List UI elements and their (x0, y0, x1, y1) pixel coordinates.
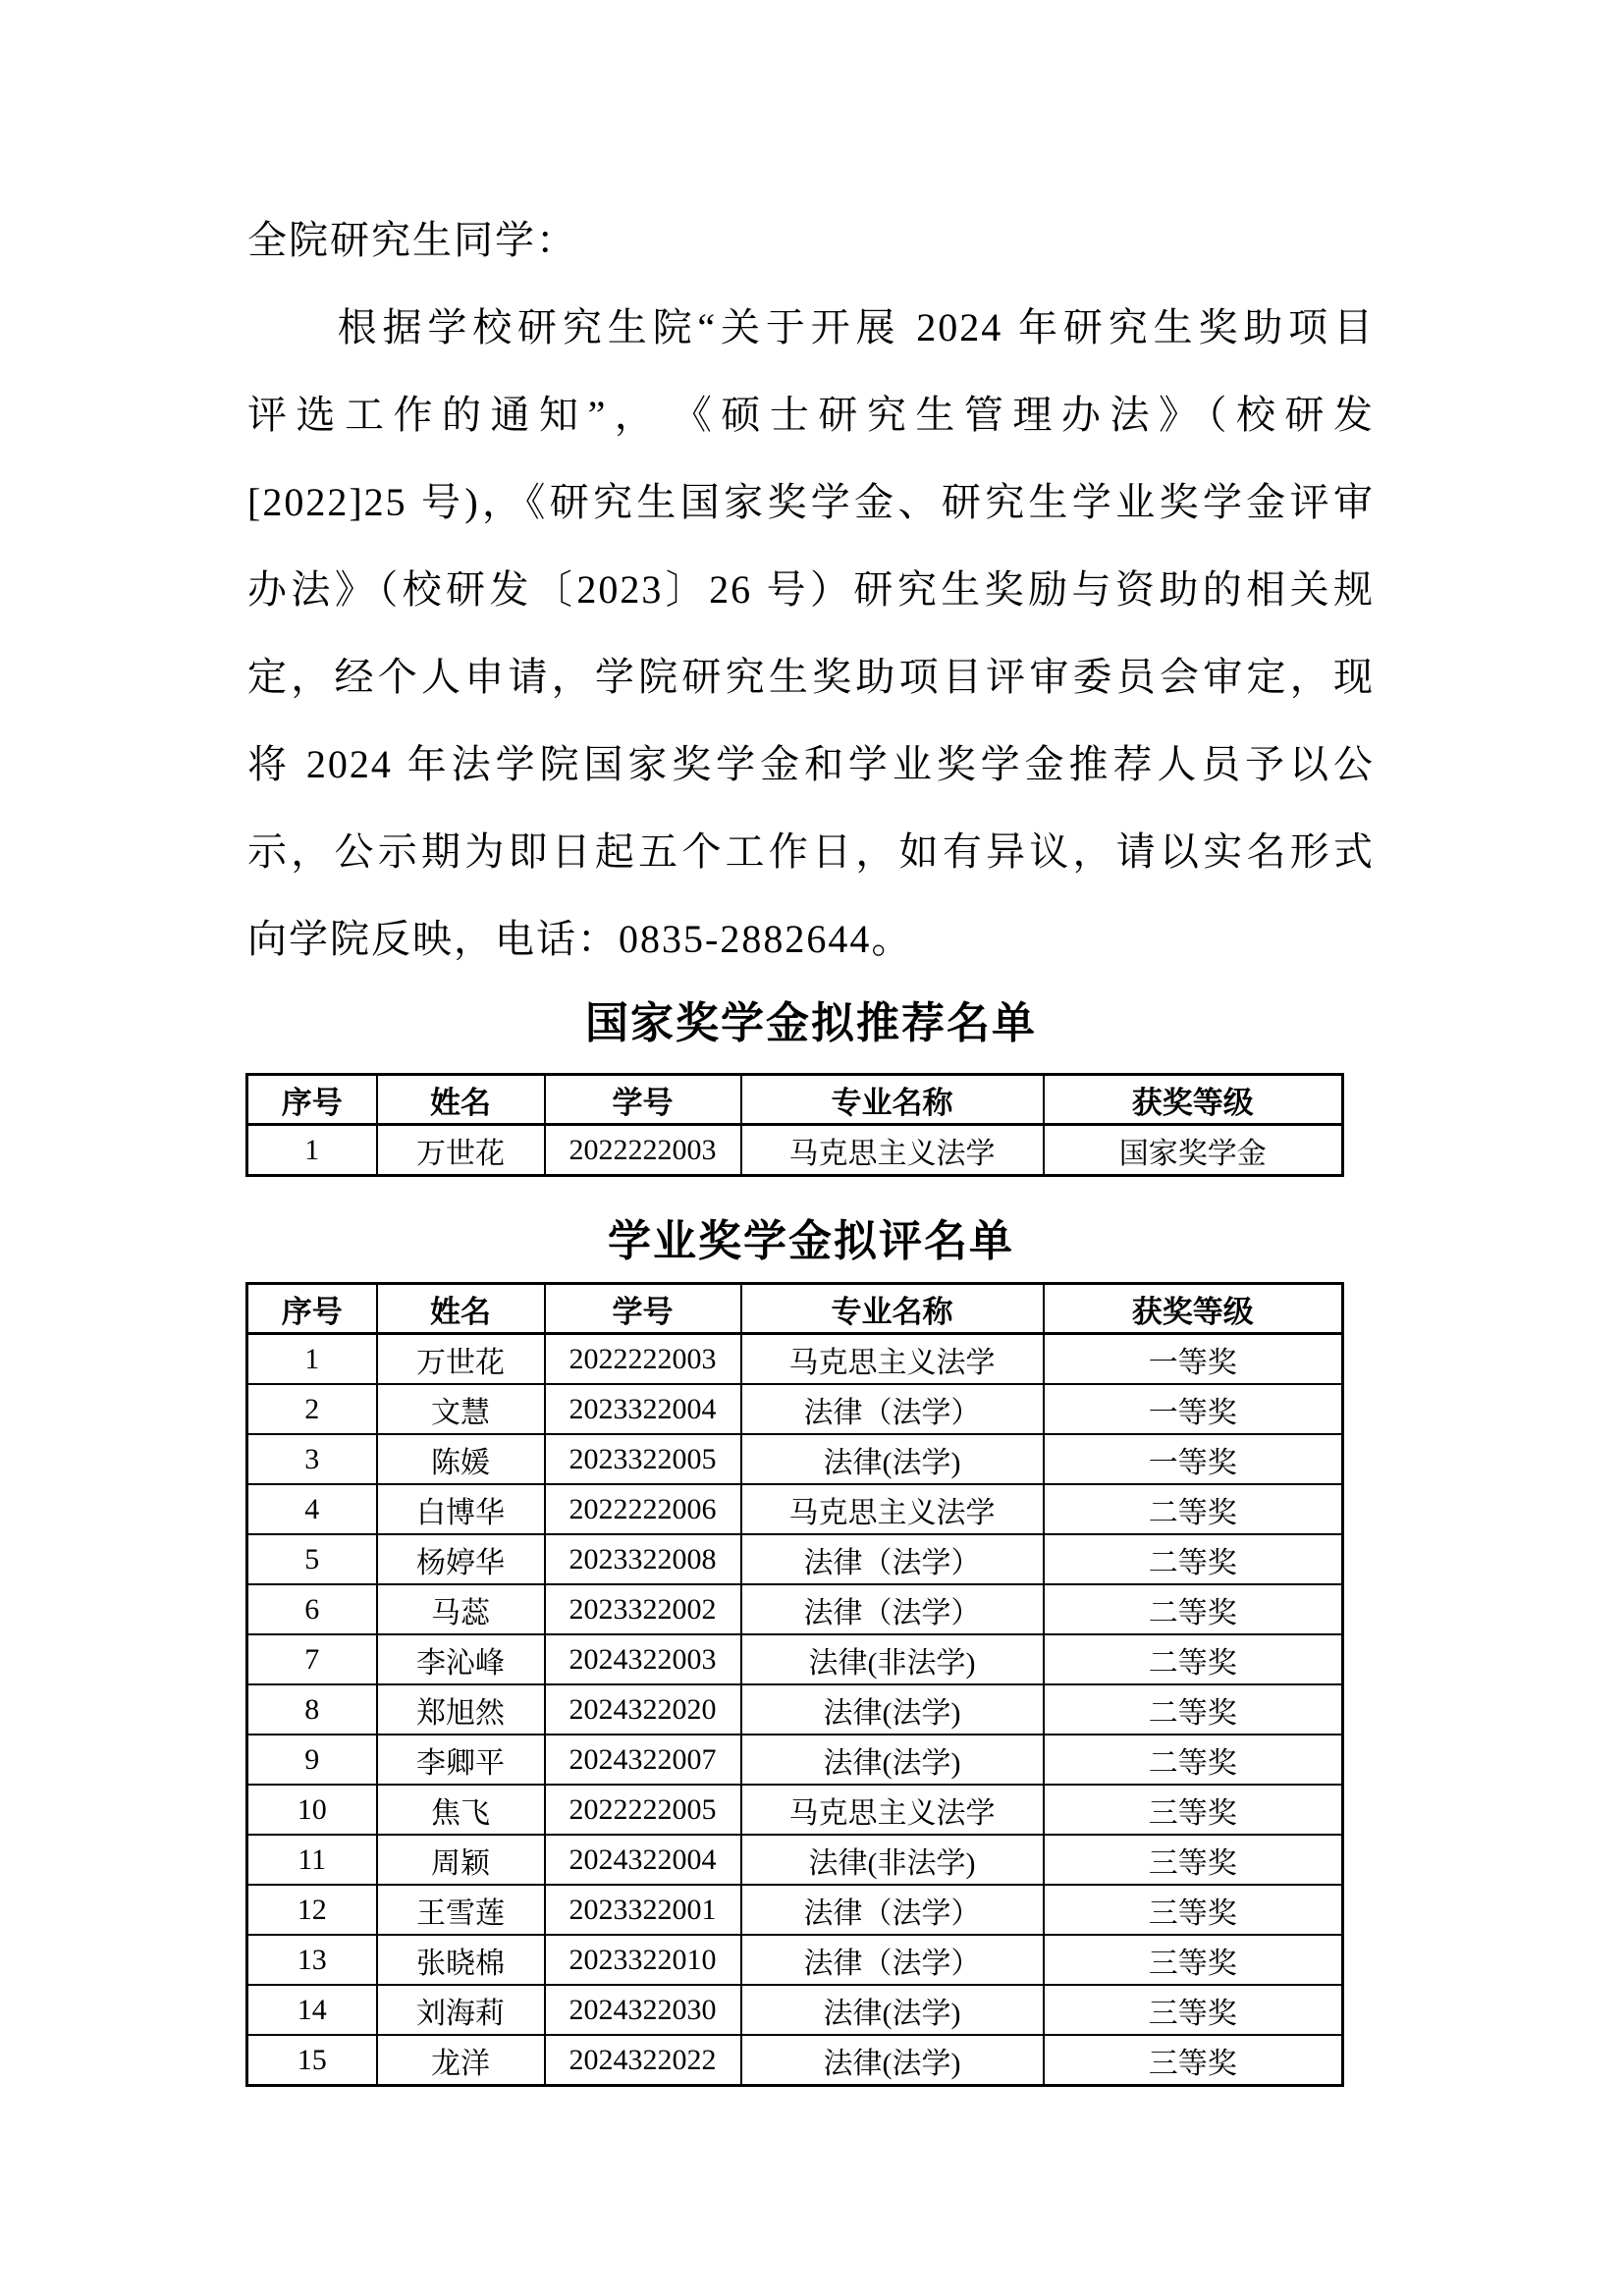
column-header-index: 序号 (247, 1284, 377, 1334)
table-cell: 张晓棉 (377, 1935, 545, 1985)
table-cell: 9 (247, 1735, 377, 1785)
table-row (247, 1835, 1343, 1885)
table-cell: 7 (247, 1634, 377, 1684)
table-cell: 2022222006 (545, 1484, 741, 1534)
table-cell: 马蕊 (377, 1584, 545, 1634)
notice-line: 示，公示期为即日起五个工作日，如有异议，请以实名形式 (247, 829, 1375, 874)
table-cell: 马克思主义法学 (741, 1125, 1044, 1176)
table-row (247, 2035, 1343, 2086)
column-header-award: 获奖等级 (1044, 1284, 1343, 1334)
table-row (247, 1584, 1343, 1634)
table-cell: 文慧 (377, 1384, 545, 1434)
table-cell: 2024322030 (545, 1985, 741, 2035)
notice-line: 根据学校研究生院“关于开展 2024 年研究生奖助项目 (247, 305, 1375, 349)
column-header-award: 获奖等级 (1044, 1075, 1343, 1125)
table-cell: 万世花 (377, 1334, 545, 1385)
notice-line: [2022]25 号)，《研究生国家奖学金、研究生学业奖学金评审 (247, 480, 1375, 524)
table-cell: 三等奖 (1044, 2035, 1343, 2086)
academic-scholarship-table (245, 1282, 1344, 2087)
column-header-major: 专业名称 (741, 1284, 1044, 1334)
table-cell: 2023322010 (545, 1935, 741, 1985)
salutation-line: 全院研究生同学： (247, 218, 577, 262)
table-cell: 11 (247, 1835, 377, 1885)
table-cell: 李沁峰 (377, 1634, 545, 1684)
notice-line: 评选工作的通知”， 《硕士研究生管理办法》（校研发 (247, 393, 1375, 437)
table-cell: 2023322004 (545, 1384, 741, 1434)
column-header-student-id: 学号 (545, 1075, 741, 1125)
table-cell: 2022222005 (545, 1785, 741, 1835)
table-cell: 二等奖 (1044, 1584, 1343, 1634)
table-row (247, 1634, 1343, 1684)
table-cell: 龙洋 (377, 2035, 545, 2086)
table-cell: 13 (247, 1935, 377, 1985)
table-cell: 2023322002 (545, 1584, 741, 1634)
table-cell: 万世花 (377, 1125, 545, 1176)
table-row (247, 1484, 1343, 1534)
table-row (247, 1534, 1343, 1584)
column-header-name: 姓名 (377, 1075, 545, 1125)
table-cell: 2023322008 (545, 1534, 741, 1584)
table-cell: 2024322022 (545, 2035, 741, 2086)
table-cell: 2024322004 (545, 1835, 741, 1885)
document-content (247, 0, 1375, 2087)
table-cell: 郑旭然 (377, 1684, 545, 1735)
table-cell: 2 (247, 1384, 377, 1434)
table-cell: 2023322005 (545, 1434, 741, 1484)
table-cell: 马克思主义法学 (741, 1334, 1044, 1385)
table-header-row (247, 1075, 1343, 1125)
table-cell: 2024322003 (545, 1634, 741, 1684)
table-cell: 三等奖 (1044, 1885, 1343, 1935)
table-cell: 一等奖 (1044, 1434, 1343, 1484)
table-row (247, 1935, 1343, 1985)
table-cell: 2022222003 (545, 1334, 741, 1385)
table-header-row (247, 1284, 1343, 1334)
table-cell: 法律(法学) (741, 1985, 1044, 2035)
table-cell: 法律（法学） (741, 1935, 1044, 1985)
table-cell: 3 (247, 1434, 377, 1484)
column-header-index: 序号 (247, 1075, 377, 1125)
column-header-student-id: 学号 (545, 1284, 741, 1334)
table-row (247, 1785, 1343, 1835)
table-row (247, 1384, 1343, 1434)
table-cell: 法律(法学) (741, 2035, 1044, 2086)
table-cell: 二等奖 (1044, 1735, 1343, 1785)
table-cell: 法律（法学） (741, 1534, 1044, 1584)
academic-scholarship-table-title: 学业奖学金拟评名单 (608, 1217, 1014, 1265)
table-cell: 法律（法学） (741, 1384, 1044, 1434)
table-cell: 1 (247, 1334, 377, 1385)
table-row (247, 1985, 1343, 2035)
table-cell: 二等奖 (1044, 1484, 1343, 1534)
table-cell: 法律(法学) (741, 1684, 1044, 1735)
column-header-major: 专业名称 (741, 1075, 1044, 1125)
table-cell: 2024322020 (545, 1684, 741, 1735)
table-cell: 法律(非法学) (741, 1634, 1044, 1684)
table-cell: 法律（法学） (741, 1584, 1044, 1634)
notice-body (247, 0, 1375, 983)
table-cell: 三等奖 (1044, 1835, 1343, 1885)
table-cell: 二等奖 (1044, 1534, 1343, 1584)
table-row (247, 1334, 1343, 1385)
table-row (247, 1735, 1343, 1785)
table-cell: 法律(非法学) (741, 1835, 1044, 1885)
table-cell: 国家奖学金 (1044, 1125, 1343, 1176)
table-cell: 焦飞 (377, 1785, 545, 1835)
table-cell: 三等奖 (1044, 1985, 1343, 2035)
table-cell: 12 (247, 1885, 377, 1935)
table-cell: 10 (247, 1785, 377, 1835)
table-cell: 陈媛 (377, 1434, 545, 1484)
table-cell: 法律(法学) (741, 1735, 1044, 1785)
table-cell: 刘海莉 (377, 1985, 545, 2035)
notice-line: 将 2024 年法学院国家奖学金和学业奖学金推荐人员予以公 (247, 742, 1375, 786)
table-row (247, 1434, 1343, 1484)
table-cell: 王雪莲 (377, 1885, 545, 1935)
table-cell: 一等奖 (1044, 1334, 1343, 1385)
notice-line: 定，经个人申请，学院研究生奖助项目评审委员会审定，现 (247, 655, 1375, 699)
table-cell: 一等奖 (1044, 1384, 1343, 1434)
table-cell: 三等奖 (1044, 1935, 1343, 1985)
national-scholarship-table (245, 1073, 1344, 1177)
notice-line: 办法》（校研发〔2023〕26 号）研究生奖励与资助的相关规 (247, 567, 1375, 612)
table-cell: 15 (247, 2035, 377, 2086)
table-cell: 2023322001 (545, 1885, 741, 1935)
table-cell: 马克思主义法学 (741, 1785, 1044, 1835)
table-cell: 李卿平 (377, 1735, 545, 1785)
table-row (247, 1125, 1343, 1176)
table-cell: 二等奖 (1044, 1634, 1343, 1684)
table-cell: 2022222003 (545, 1125, 741, 1176)
table-cell: 6 (247, 1584, 377, 1634)
table-cell: 三等奖 (1044, 1785, 1343, 1835)
table-cell: 马克思主义法学 (741, 1484, 1044, 1534)
table-cell: 白博华 (377, 1484, 545, 1534)
table-cell: 2024322007 (545, 1735, 741, 1785)
table-cell: 杨婷华 (377, 1534, 545, 1584)
table-cell: 周颖 (377, 1835, 545, 1885)
table-row (247, 1885, 1343, 1935)
table-cell: 法律(法学) (741, 1434, 1044, 1484)
national-scholarship-table-title: 国家奖学金拟推荐名单 (585, 999, 1037, 1047)
table-cell: 14 (247, 1985, 377, 2035)
table-row (247, 1684, 1343, 1735)
table-cell: 二等奖 (1044, 1684, 1343, 1735)
table-cell: 5 (247, 1534, 377, 1584)
table-cell: 8 (247, 1684, 377, 1735)
notice-contact-line: 向学院反映，电话：0835-2882644。 (247, 917, 913, 961)
table-cell: 1 (247, 1125, 377, 1176)
table-cell: 4 (247, 1484, 377, 1534)
column-header-name: 姓名 (377, 1284, 545, 1334)
table-cell: 法律（法学） (741, 1885, 1044, 1935)
